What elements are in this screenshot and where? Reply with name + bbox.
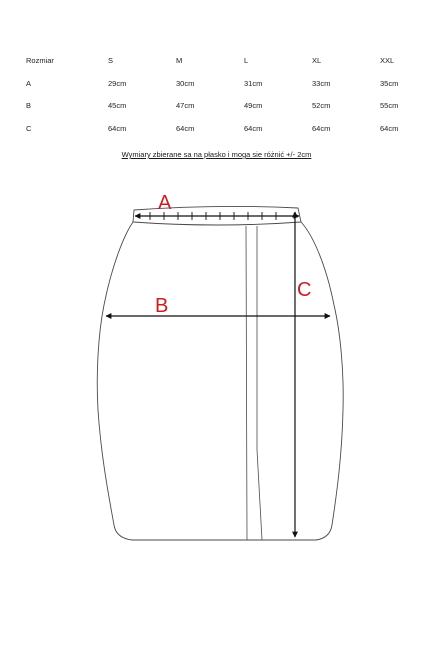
measurement-note-text: Wymiary zbierane sa na płasko i moga sie różnić +/- 2cm: [121, 150, 312, 159]
cell-b-s: 45cm: [108, 101, 127, 110]
header-xl: XL: [312, 56, 322, 65]
cell-a-xl: 33cm: [312, 79, 331, 88]
row-label-b: B: [26, 101, 32, 110]
cell-a-m: 30cm: [176, 79, 195, 88]
cell-c-m: 64cm: [176, 124, 195, 133]
dimension-c-label: C: [297, 279, 312, 301]
cell-b-xxl: 55cm: [380, 101, 399, 110]
dimension-b-label: B: [155, 295, 169, 317]
header-xxl: XXL: [380, 56, 395, 65]
row-label-a: A: [26, 79, 32, 88]
header-m: M: [176, 56, 183, 65]
size-table: [0, 0, 433, 140]
cell-b-l: 49cm: [244, 101, 263, 110]
cell-c-xxl: 64cm: [380, 124, 399, 133]
cell-a-xxl: 35cm: [380, 79, 399, 88]
cell-a-l: 31cm: [244, 79, 263, 88]
cell-a-s: 29cm: [108, 79, 127, 88]
cell-c-xl: 64cm: [312, 124, 331, 133]
header-size: Rozmiar: [26, 56, 54, 65]
cell-b-xl: 52cm: [312, 101, 331, 110]
skirt-outline: [97, 222, 343, 540]
cell-c-l: 64cm: [244, 124, 263, 133]
dimension-a-label: A: [158, 192, 172, 214]
cell-b-m: 47cm: [176, 101, 195, 110]
cell-c-s: 64cm: [108, 124, 127, 133]
row-label-c: C: [26, 124, 32, 133]
header-l: L: [244, 56, 249, 65]
skirt-diagram: [0, 185, 433, 555]
header-s: S: [108, 56, 114, 65]
measurement-note: [0, 150, 433, 160]
